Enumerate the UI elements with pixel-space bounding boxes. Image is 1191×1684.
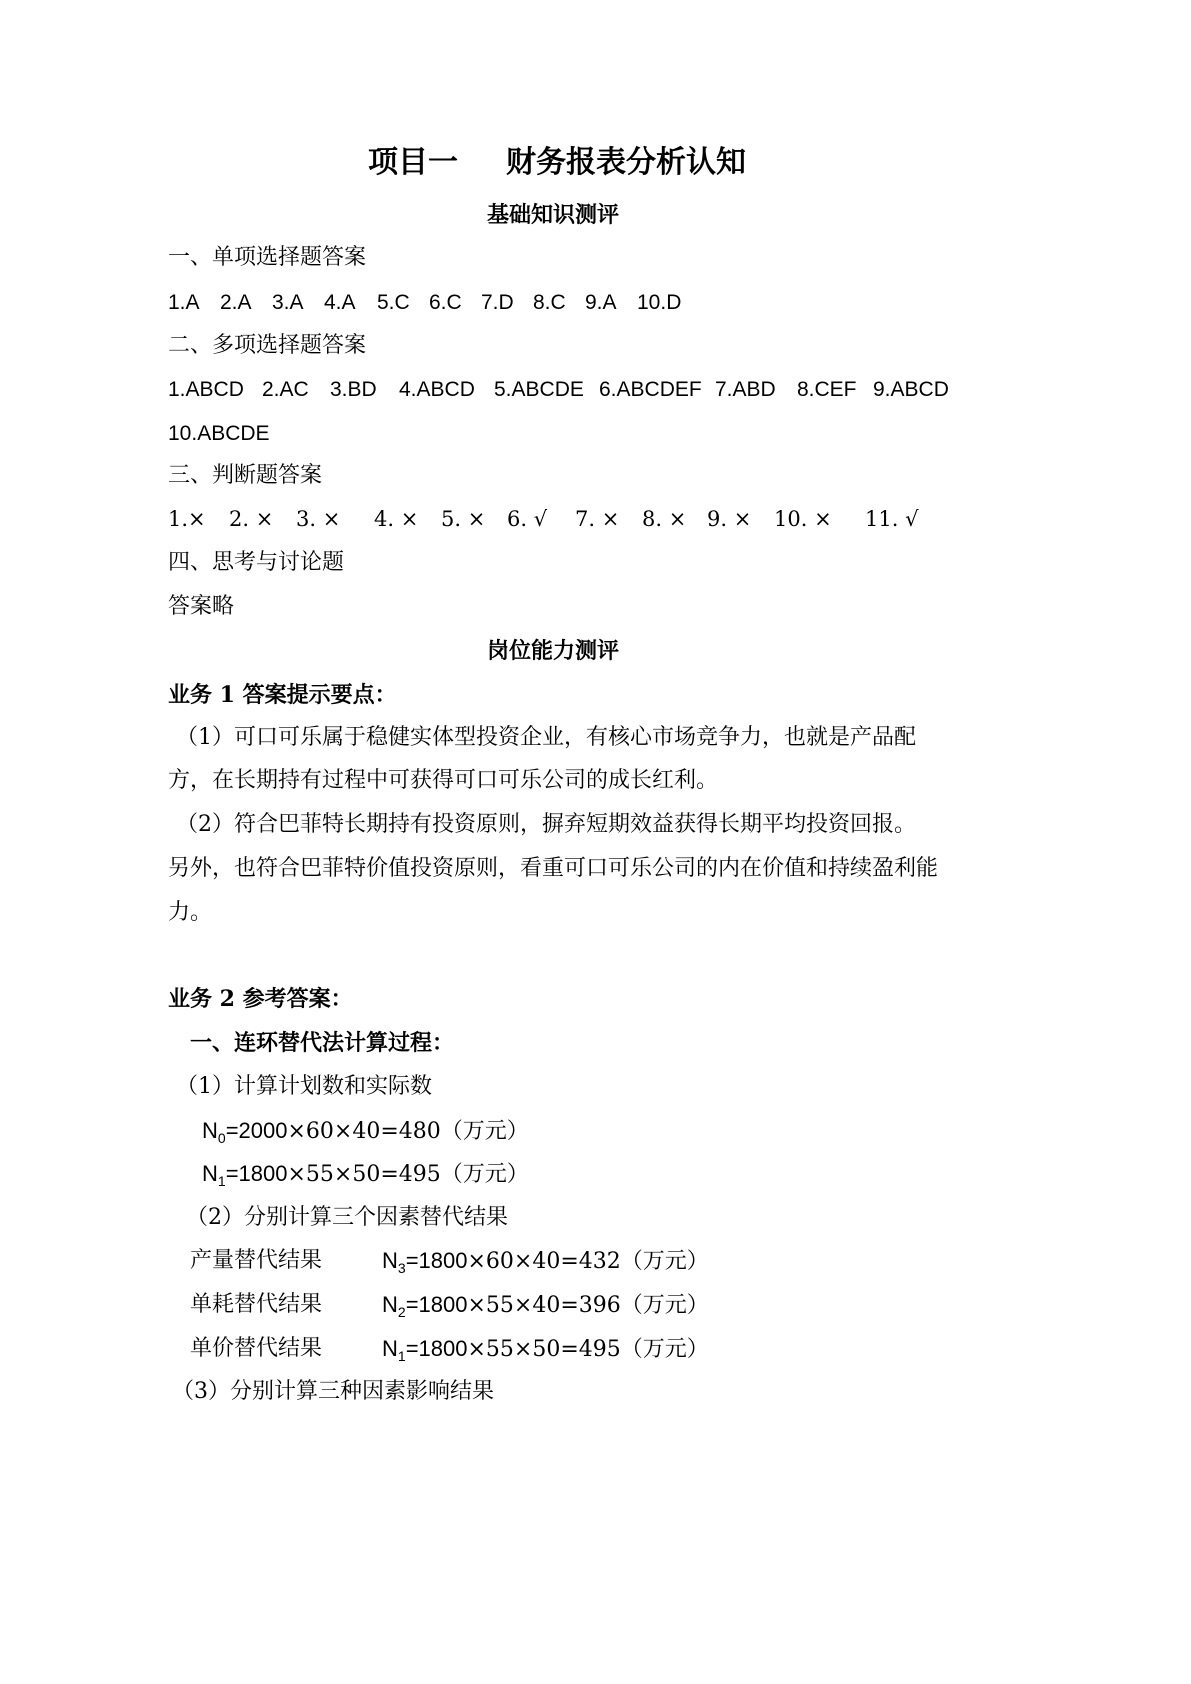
answer-item: 6. √ bbox=[507, 507, 548, 531]
single-choice-answers bbox=[168, 292, 681, 313]
answer-item: 7.D bbox=[481, 291, 514, 314]
title-part-1: 项目一 bbox=[368, 145, 458, 180]
step-2-heading: （2）分别计算三个因素替代结果 bbox=[186, 1205, 508, 1230]
page-title bbox=[368, 145, 746, 180]
formula-var: N bbox=[202, 1161, 218, 1186]
formula-rest: ×60×40=432（万元） bbox=[467, 1249, 709, 1274]
title-part-2: 财务报表分析认知 bbox=[506, 145, 746, 180]
single-choice-heading: 一、单项选择题答案 bbox=[168, 245, 367, 270]
substitution-formula bbox=[382, 1250, 709, 1275]
formula-eq: =1800 bbox=[225, 1161, 288, 1186]
basic-knowledge-heading: 基础知识测评 bbox=[487, 202, 620, 228]
discussion-heading: 四、思考与讨论题 bbox=[168, 550, 345, 575]
ability-heading: 岗位能力测评 bbox=[487, 638, 620, 664]
substitution-label: 单价替代结果 bbox=[190, 1336, 323, 1361]
true-false-heading: 三、判断题答案 bbox=[168, 463, 323, 488]
formula-eq: =1800 bbox=[405, 1248, 468, 1273]
answer-item: 5.C bbox=[377, 291, 410, 314]
answer-item: 2.A bbox=[220, 291, 252, 314]
formula-n0 bbox=[202, 1120, 529, 1145]
answer-item: 10.D bbox=[637, 291, 682, 314]
answer-item: 11. √ bbox=[865, 507, 919, 531]
multi-choice-answers-line-1 bbox=[168, 379, 949, 400]
answer-item: 9.A bbox=[585, 291, 617, 314]
formula-subscript: 2 bbox=[397, 1304, 406, 1320]
answer-item: 9.ABCD bbox=[873, 378, 949, 401]
answer-item: 5. × bbox=[441, 507, 486, 531]
task-2-heading: 业务 2 参考答案： bbox=[168, 986, 353, 1012]
discussion-answer: 答案略 bbox=[168, 594, 235, 619]
substitution-formula bbox=[382, 1338, 709, 1363]
formula-subscript: 3 bbox=[397, 1260, 406, 1276]
substitution-label: 单耗替代结果 bbox=[190, 1292, 323, 1317]
true-false-answers bbox=[168, 509, 918, 530]
answer-item: 9. × bbox=[707, 507, 752, 531]
answer-item: 3.BD bbox=[330, 378, 377, 401]
formula-rest: ×55×50=495（万元） bbox=[467, 1337, 709, 1362]
formula-rest: ×55×40=396（万元） bbox=[467, 1293, 709, 1318]
substitution-label: 产量替代结果 bbox=[190, 1248, 323, 1273]
formula-subscript: 1 bbox=[397, 1348, 406, 1364]
answer-item: 2.AC bbox=[262, 378, 309, 401]
multi-choice-heading: 二、多项选择题答案 bbox=[168, 333, 367, 358]
answer-item: 8.C bbox=[533, 291, 566, 314]
formula-n1 bbox=[202, 1163, 529, 1188]
answer-item: 6.C bbox=[429, 291, 462, 314]
formula-var: N bbox=[382, 1336, 398, 1361]
task-1-paragraph-1-line-1: （1）可口可乐属于稳健实体型投资企业，有核心市场竞争力，也就是产品配 bbox=[176, 725, 916, 750]
answer-item: 4.A bbox=[324, 291, 356, 314]
task-1-paragraph-2-line-1: （2）符合巴菲特长期持有投资原则，摒弃短期效益获得长期平均投资回报。 bbox=[176, 812, 916, 837]
answer-item: 5.ABCDE bbox=[494, 378, 584, 401]
multi-choice-answers-line-2: 10.ABCDE bbox=[168, 422, 270, 445]
formula-var: N bbox=[382, 1248, 398, 1273]
answer-item: 2. × bbox=[229, 507, 274, 531]
substitution-row-consumption bbox=[190, 1294, 709, 1319]
step-1-heading: （1）计算计划数和实际数 bbox=[176, 1074, 432, 1099]
answer-item: 7. × bbox=[575, 507, 620, 531]
formula-subscript: 1 bbox=[217, 1173, 226, 1189]
formula-rest: ×60×40=480（万元） bbox=[287, 1119, 529, 1144]
answer-item: 10. × bbox=[774, 507, 832, 531]
answer-item: 7.ABD bbox=[715, 378, 776, 401]
answer-item: 3. × bbox=[296, 507, 341, 531]
answer-item: 1.ABCD bbox=[168, 378, 244, 401]
task-1-paragraph-2-line-2: 另外，也符合巴菲特价值投资原则，看重可口可乐公司的内在价值和持续盈利能 bbox=[168, 856, 939, 881]
answer-item: 8. × bbox=[642, 507, 687, 531]
task-2-sub-heading: 一、连环替代法计算过程： bbox=[190, 1030, 455, 1056]
formula-subscript: 0 bbox=[217, 1130, 226, 1146]
substitution-formula bbox=[382, 1294, 709, 1319]
answer-item: 3.A bbox=[272, 291, 304, 314]
formula-eq: =1800 bbox=[405, 1292, 468, 1317]
formula-eq: =1800 bbox=[405, 1336, 468, 1361]
answer-item: 4.ABCD bbox=[399, 378, 475, 401]
task-1-paragraph-2-line-3: 力。 bbox=[168, 900, 213, 925]
answer-item: 1.× bbox=[168, 507, 206, 531]
substitution-row-price bbox=[190, 1338, 709, 1363]
answer-item: 1.A bbox=[168, 291, 200, 314]
answer-item: 6.ABCDEF bbox=[599, 378, 702, 401]
formula-eq: =2000 bbox=[225, 1118, 288, 1143]
task-1-heading: 业务 1 答案提示要点： bbox=[168, 682, 397, 708]
answer-item: 4. × bbox=[374, 507, 419, 531]
task-1-paragraph-1-line-2: 方，在长期持有过程中可获得可口可乐公司的成长红利。 bbox=[168, 768, 719, 793]
formula-var: N bbox=[202, 1118, 218, 1143]
answer-item: 8.CEF bbox=[797, 378, 857, 401]
formula-var: N bbox=[382, 1292, 398, 1317]
substitution-row-output bbox=[190, 1250, 709, 1275]
step-3-heading: （3）分别计算三种因素影响结果 bbox=[172, 1379, 494, 1404]
formula-rest: ×55×50=495（万元） bbox=[287, 1162, 529, 1187]
